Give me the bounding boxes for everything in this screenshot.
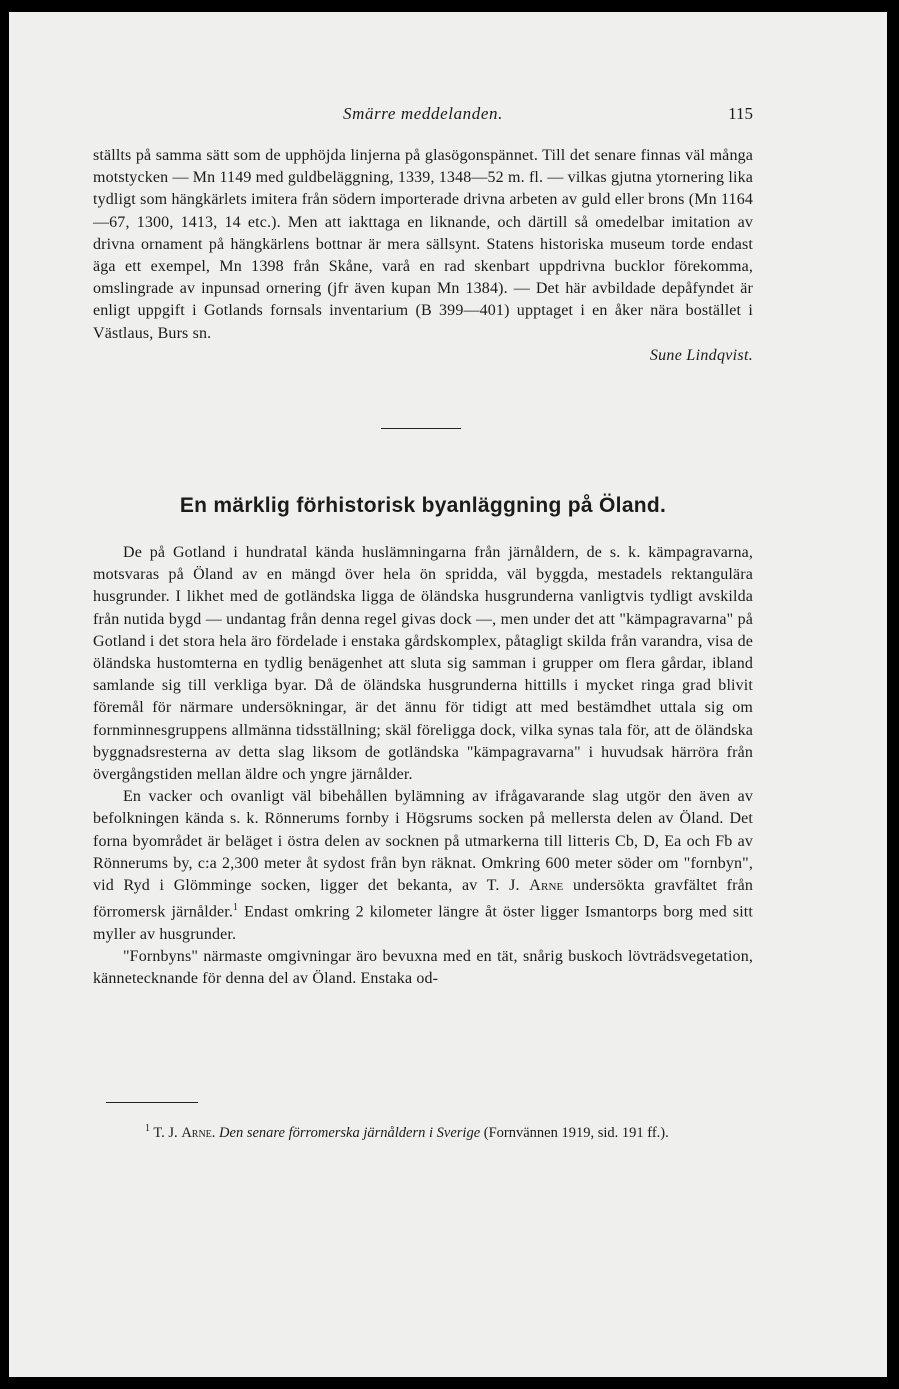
paragraph-text: En vacker och ovanligt väl bibehållen bylämning av ifrågavarande slag utgör den även av befolkningen kända s. k. Rönnerums fornby i Högsrums socken på mellersta delen av Öland. Det forna byområdet är beläget i östra delen av socknen på utmarkerna till litteris Cb, D, Ea och Fb av Rönnerums by, c:a 2,300 meter åt sydost från byn räknat. Omkring 600 meter söder om "fornbyn", vid Ryd i Glömminge socken, ligger det bekanta, av T. J. [93,788,753,895]
article-body [93,542,753,990]
page-number: 115 [728,104,753,123]
article-title: En märklig förhistorisk byanläggning på Öland. [179,494,667,517]
footnote-author-prefix: T. J. [153,1124,178,1141]
author-name: Arne [529,877,564,895]
footnote-reference: 1 [232,902,239,914]
section-divider [381,428,461,429]
footnote-rule [106,1102,198,1103]
body-paragraph: "Fornbyns" närmaste omgivningar äro bevuxna med en tät, snårig buskoch lövträdsvegetation, kännetecknande för denna del av Öland. Enstaka od- [93,947,753,988]
footnote-title: Den senare förromerska järnåldern i Sverige [219,1124,481,1141]
body-paragraph: ställts på samma sätt som de upphöjda linjerna på glasögonspännet. Till det senare finnas väl många motstycken — Mn 1149 med guldbeläggning, 1339, 1348—52 m. fl. — vilkas gjutna ytornering lika tydligt som hängkärlets imitera från södern importerade drivna arbeten av guld eller brons (Mn 1164—67, 1300, 1413, 14 etc.). Men att iakttaga en liknande, och därtill så omedelbar imitation av drivna ornament på hängkärlens bottnar är mera sällsynt. Statens historiska museum torde endast äga ett exempel, Mn 1398 från Skåne, varå en rad skenbart uppdrivna bucklor förekomma, omslingrade av inpunsad ornering (jfr även kupan Mn 1384). — Det här avbildade depåfyndet är enligt uppgift i Gotlands fornsals inventarium (B 399—401) upptaget i en åker nära bostället i Västlaus, Burs sn. [93,147,753,342]
body-paragraph [93,786,753,946]
paragraph-text: Endast omkring 2 kilometer längre åt öster ligger Ismantorps borg med sitt myller av husgrunder. [93,903,753,943]
footnote-marker: 1 [145,1123,150,1134]
footnote-source: (Fornvännen 1919, sid. 191 ff.). [483,1124,669,1141]
body-paragraph: De på Gotland i hundratal kända huslämningarna från järnåldern, de s. k. kämpagravarna, motsvaras på Öland av en mängd över hela ön spridda, väl byggda, mestadels rektangulära husgrunder. I likhet med de gotländska ligga de öländska husgrunderna vanligtvis tydligt avskilda från nutida bygd — undantag från denna regel givas dock —, men under det att "kämpagravarna" på Gotland i det stora hela äro fördelade i enstaka gårdskomplex, påtagligt skilda från varandra, visa de öländska hustomterna en tydlig benägenhet att sluta sig samman i grupper om flera gårdar, ibland samlande sig till verkliga byar. Då de öländska husgrunderna hittills i mycket ringa grad blivit föremål för närmare undersökningar, är det ännu för tidigt att med bestämdhet uttala sig om fornminnesgruppens allmänna tidsställning; skäl föreligga dock, vilka synas tala för, att de öländska byggnadsresterna av detta slag liksom de gotländska "kämpagravarna" i huvudsak härröra från övergångstiden mellan äldre och yngre järnålder. [93,544,753,784]
paragraph-text: undersökta gravfältet från förromersk järnålder. [93,877,753,921]
running-title: Smärre meddelanden. [343,104,503,123]
footnote-author-name: Arne. [181,1124,216,1141]
previous-article-continuation [93,145,753,367]
footnote [93,1118,753,1144]
page-header [93,104,753,128]
book-page [9,12,887,1377]
author-signature: Sune Lindqvist. [649,346,753,364]
